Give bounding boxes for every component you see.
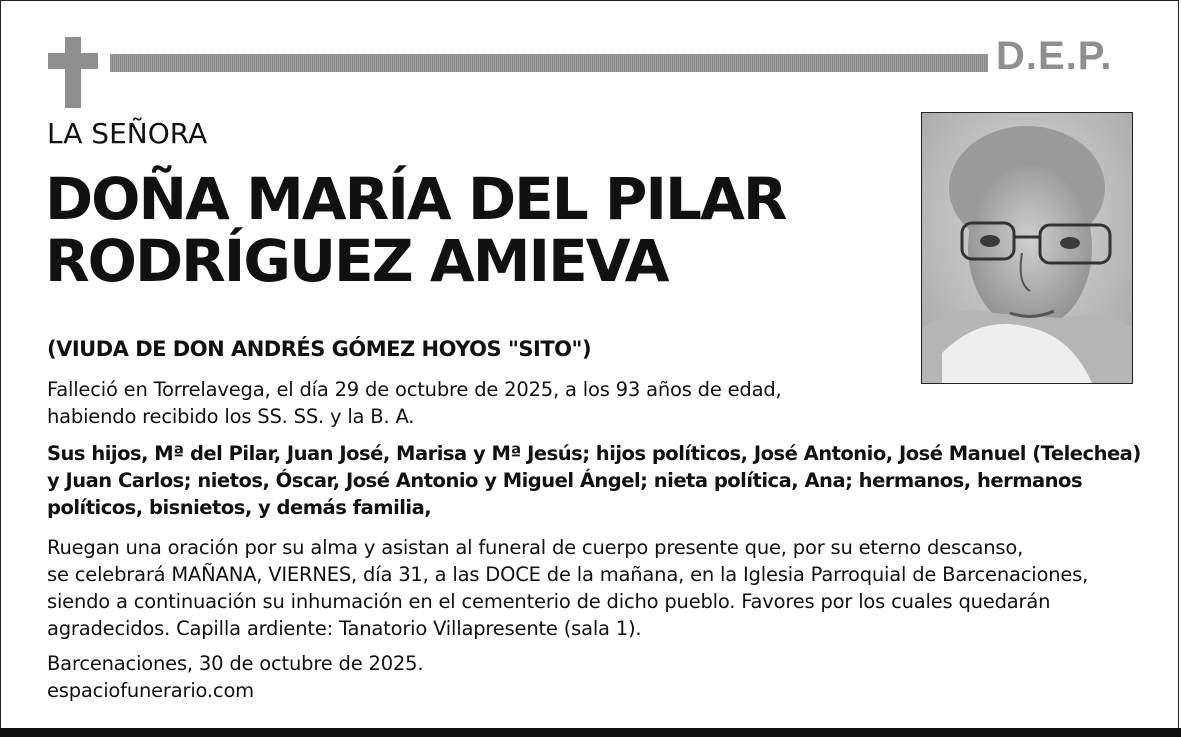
salutation: LA SEÑORA (47, 117, 208, 150)
closing-block (47, 650, 1137, 704)
ceremony-paragraph (47, 534, 1137, 642)
deceased-name (45, 165, 905, 295)
family-line: y Juan Carlos; nietos, Óscar, José Antonio y Miguel Ángel; nieta política, Ana; hermanos, hermanos (47, 469, 1083, 492)
ceremony-line: se celebrará MAÑANA, VIERNES, día 31, a las DOCE de la mañana, en la Iglesia Parroquial de Barcenaciones, (47, 563, 1089, 586)
dep-label: D.E.P. (996, 34, 1113, 78)
death-line: habiendo recibido los SS. SS. y la B. A. (47, 405, 415, 428)
place-date: Barcenaciones, 30 de octubre de 2025. (47, 652, 424, 675)
widow-line: (VIUDA DE DON ANDRÉS GÓMEZ HOYOS "SITO") (47, 337, 592, 361)
death-paragraph (47, 376, 1137, 430)
ceremony-line: Ruegan una oración por su alma y asistan al funeral de cuerpo presente que, por su eterno descanso, (47, 536, 1024, 559)
ceremony-line: siendo a continuación su inhumación en el cementerio de dicho pueblo. Favores por los cuales quedarán (47, 590, 1051, 613)
family-line: políticos, bisnietos, y demás familia, (47, 496, 432, 519)
name-line-2: RODRÍGUEZ AMIEVA (45, 227, 668, 295)
portrait-photo-graphic (922, 113, 1132, 383)
name-line-1: DOÑA MARÍA DEL PILAR (45, 165, 786, 233)
portrait-photo (921, 112, 1133, 384)
website: espaciofunerario.com (47, 679, 254, 702)
death-line: Falleció en Torrelavega, el día 29 de octubre de 2025, a los 93 años de edad, (47, 378, 782, 401)
header-rule (110, 54, 988, 72)
ceremony-line: agradecidos. Capilla ardiente: Tanatorio Villapresente (sala 1). (47, 617, 642, 640)
bottom-border (0, 728, 1181, 737)
family-paragraph (47, 440, 1141, 521)
cross-icon (48, 37, 98, 108)
family-line: Sus hijos, Mª del Pilar, Juan José, Marisa y Mª Jesús; hijos políticos, José Antonio, José Manuel (Telechea) (47, 442, 1141, 465)
